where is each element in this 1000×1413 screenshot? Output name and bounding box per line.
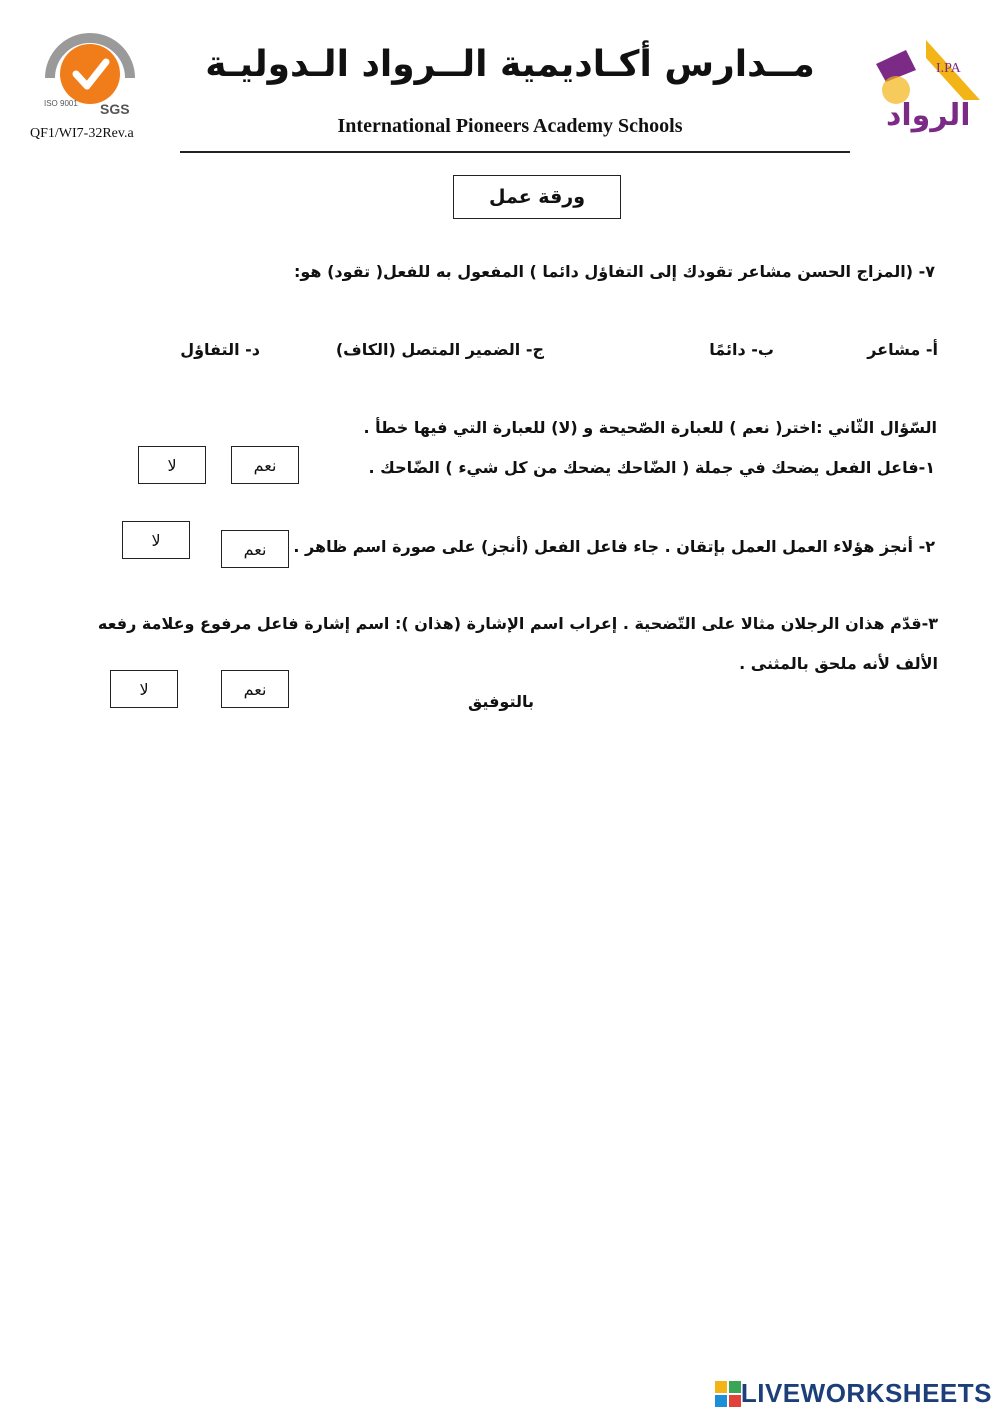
statement-2-text: ٢- أنجز هؤلاء العمل العمل بإتقان . جاء فاعل الفعل (أنجز) على صورة اسم ظاهر . [293, 537, 935, 556]
statement-1-text: ١-فاعل الفعل يضحك في جملة ( الضّاحك يضحك من كل شيء ) الضّاحك . [368, 458, 935, 477]
statement-2-yes-box[interactable]: نعم [221, 530, 289, 568]
school-name-arabic: مــدارس أكـاديمية الــرواد الـدوليـة [205, 44, 815, 85]
option-b[interactable]: ب- دائمًا [709, 340, 774, 359]
school-name-english: International Pioneers Academy Schools [337, 115, 683, 137]
iso-logo-text: ISO 9001 [44, 99, 78, 108]
document-code: QF1/WI7-32Rev.a [30, 126, 134, 141]
liveworksheets-text: LIVEWORKSHEETS [740, 1378, 992, 1408]
option-d[interactable]: د- التفاؤل [180, 340, 260, 359]
question-2-heading: السّؤال الثّاني :اختر( نعم ) للعبارة الصّحيحة و (لا) للعبارة التي فيها خطأ . [363, 418, 937, 437]
ipa-academy-logo [856, 30, 986, 140]
statement-3-text-line2: الألف لأنه ملحق بالمثنى . [739, 654, 938, 673]
option-a[interactable]: أ- مشاعر [867, 340, 938, 359]
closing-text: بالتوفيق [468, 692, 535, 711]
statement-1-no-box[interactable]: لا [138, 446, 206, 484]
statement-3-yes-box[interactable]: نعم [221, 670, 289, 708]
worksheet-title: ورقة عمل [453, 175, 621, 219]
statement-1-yes-box[interactable]: نعم [231, 446, 299, 484]
question-7-text: ٧- (المزاج الحسن مشاعر تقودك إلى التفاؤل دائما ) المفعول به للفعل( تقود) هو: [293, 262, 935, 281]
option-c[interactable]: ج- الضمير المتصل (الكاف) [335, 340, 544, 359]
sgs-logo-text: SGS [100, 101, 130, 117]
ipa-logo-arabic-text: الرواد [886, 98, 971, 133]
statement-3-text-line1: ٣-قدّم هذان الرجلان مثالا على التّضحية . إعراب اسم الإشارة (هذان ): اسم إشارة فاعل مرفوع وعلامة رفعه [97, 614, 938, 633]
header-divider [180, 151, 850, 153]
statement-2-no-box[interactable]: لا [122, 521, 190, 559]
liveworksheets-brand[interactable] [715, 1378, 992, 1409]
sgs-certification-logo [40, 28, 140, 122]
statement-3-no-box[interactable]: لا [110, 670, 178, 708]
ipa-logo-text: I.PA [936, 61, 961, 76]
liveworksheets-icon [715, 1381, 741, 1407]
